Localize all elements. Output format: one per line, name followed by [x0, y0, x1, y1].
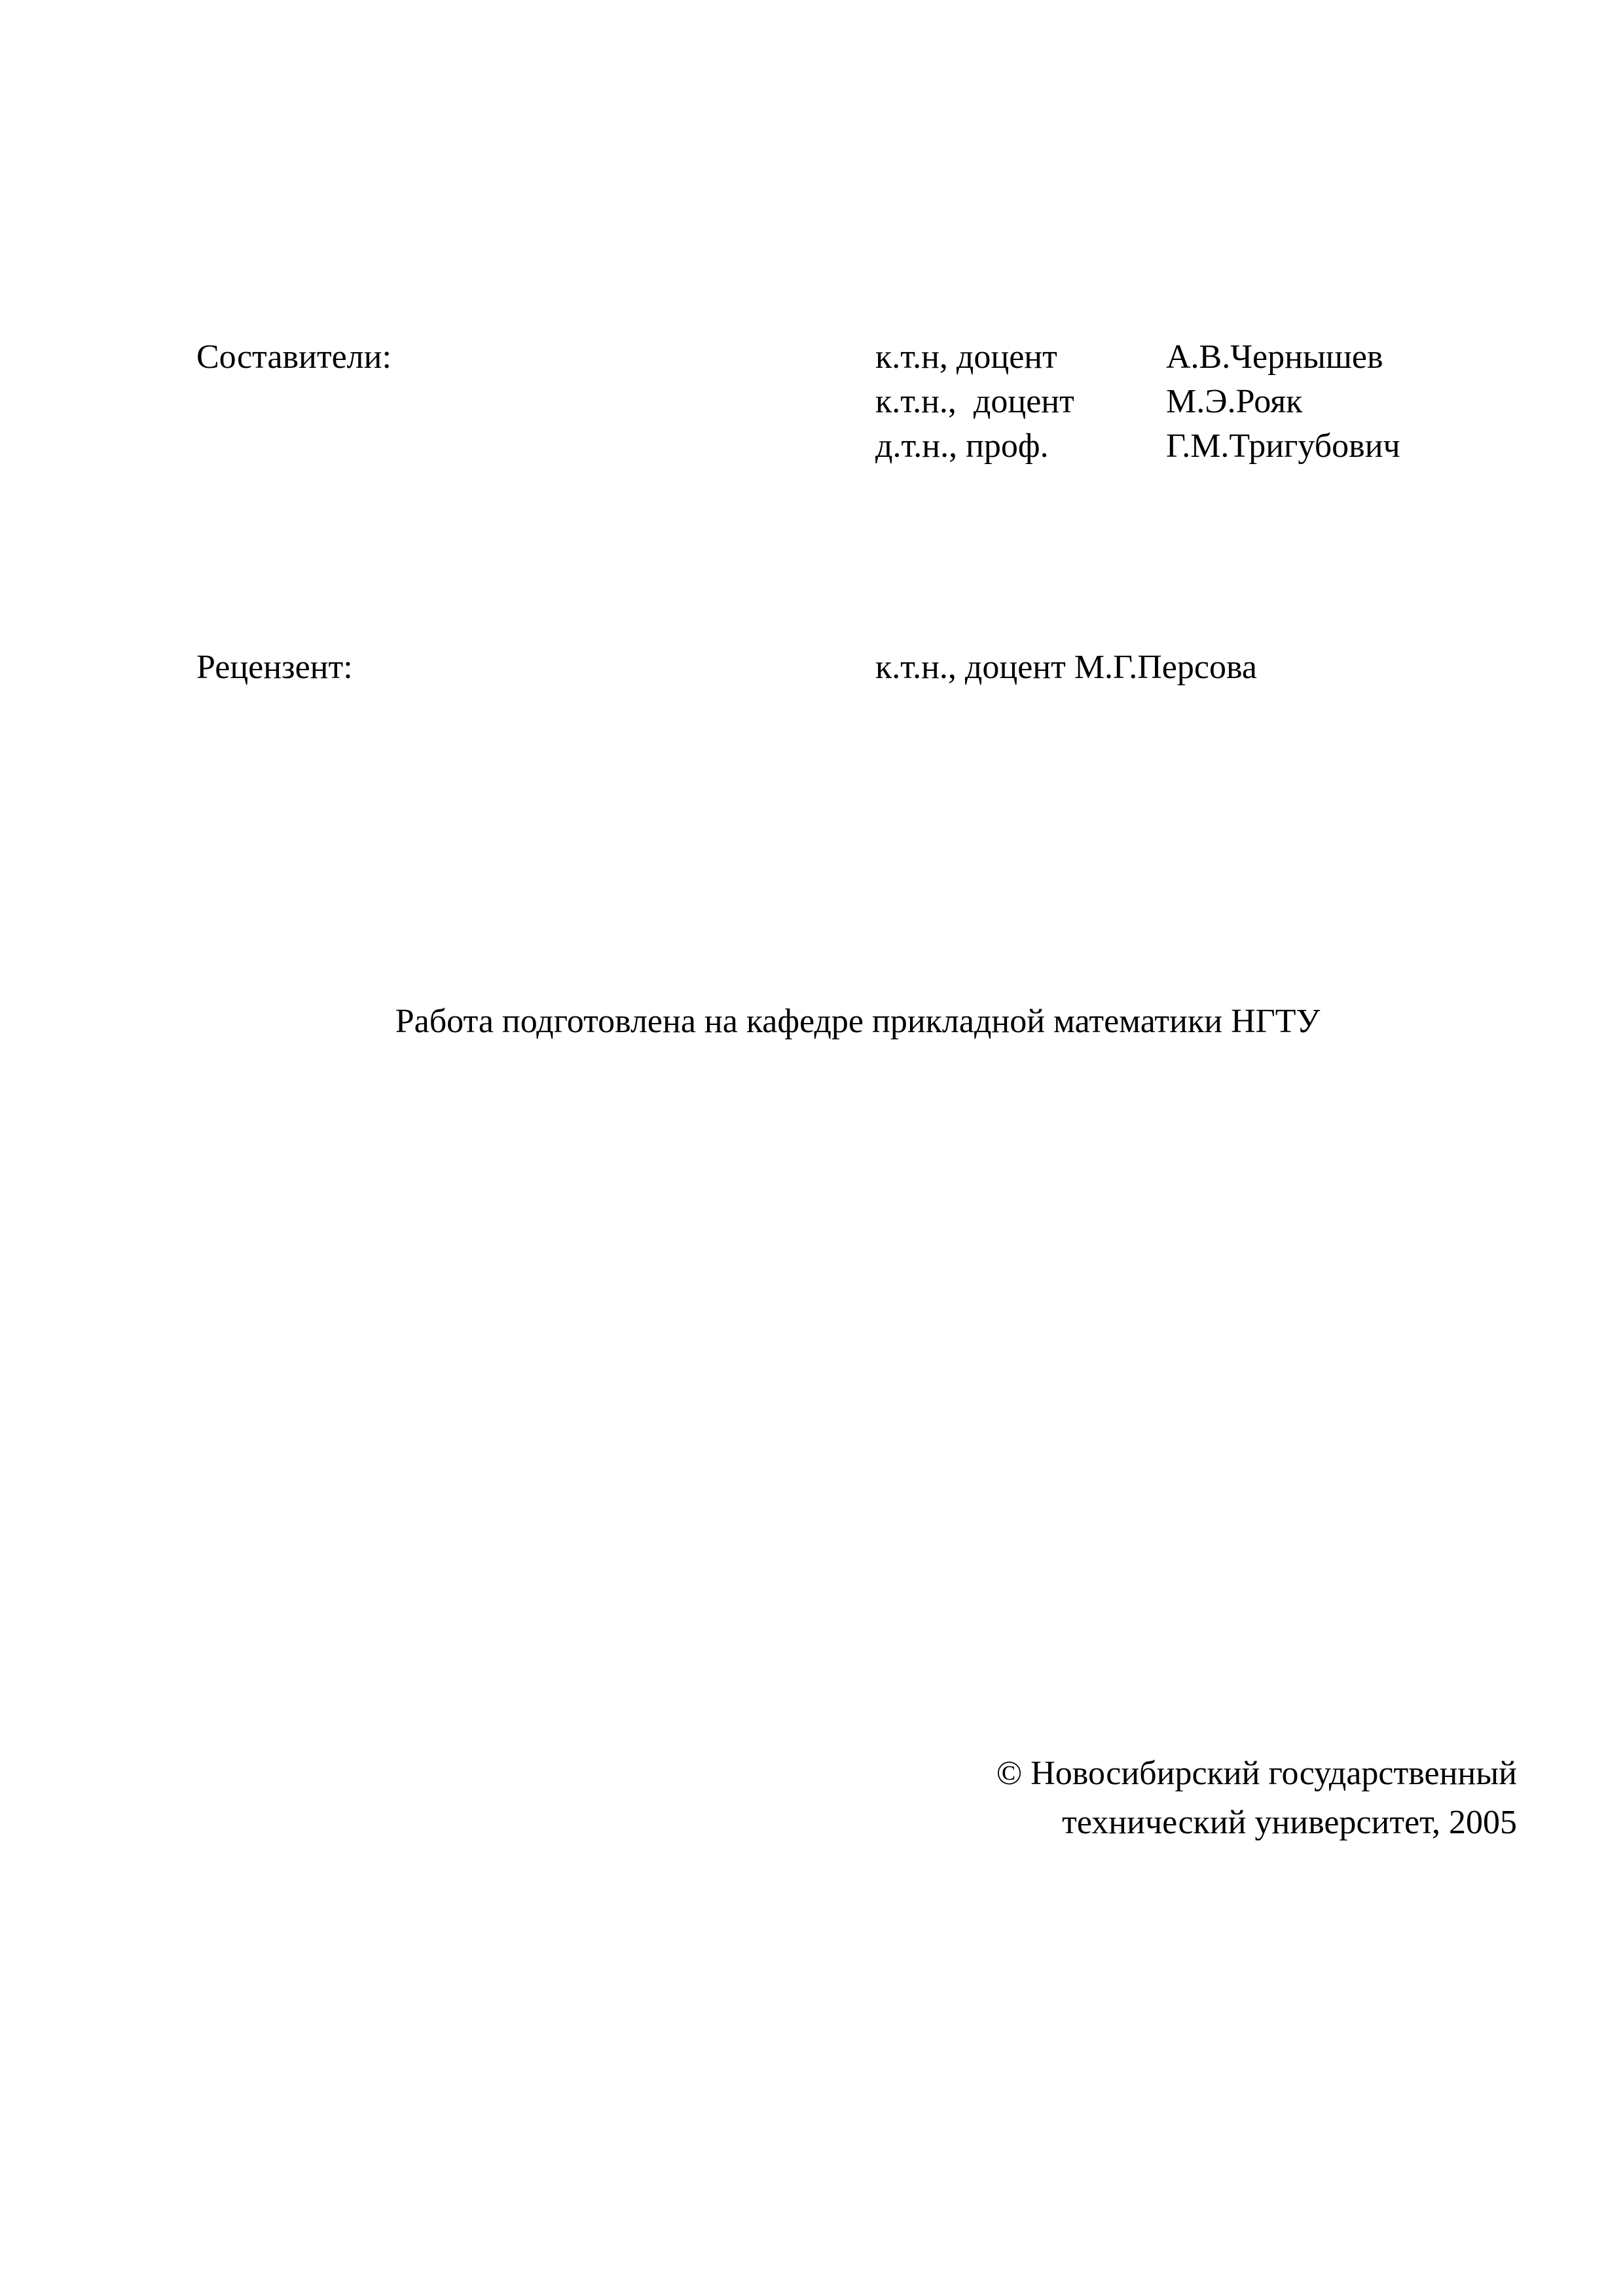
reviewer-value: к.т.н., доцент М.Г.Персова [875, 649, 1257, 686]
compiler-name-2: М.Э.Рояк [1166, 383, 1303, 420]
compiler-title-1: к.т.н, доцент [875, 338, 1057, 376]
compiler-title-3: д.т.н., проф. [875, 427, 1049, 465]
copyright-line-1: © Новосибирский государственный [996, 1755, 1517, 1792]
compiler-name-3: Г.М.Тригубович [1166, 427, 1400, 465]
department-note: Работа подготовлена на кафедре прикладной математики НГТУ [395, 1003, 1321, 1040]
copyright-line-2: технический университет, 2005 [1062, 1804, 1517, 1841]
compiler-title-2: к.т.н., доцент [875, 383, 1074, 420]
compilers-label: Составители: [196, 338, 392, 376]
reviewer-label: Рецензент: [196, 649, 353, 686]
compiler-name-1: А.В.Чернышев [1166, 338, 1383, 376]
